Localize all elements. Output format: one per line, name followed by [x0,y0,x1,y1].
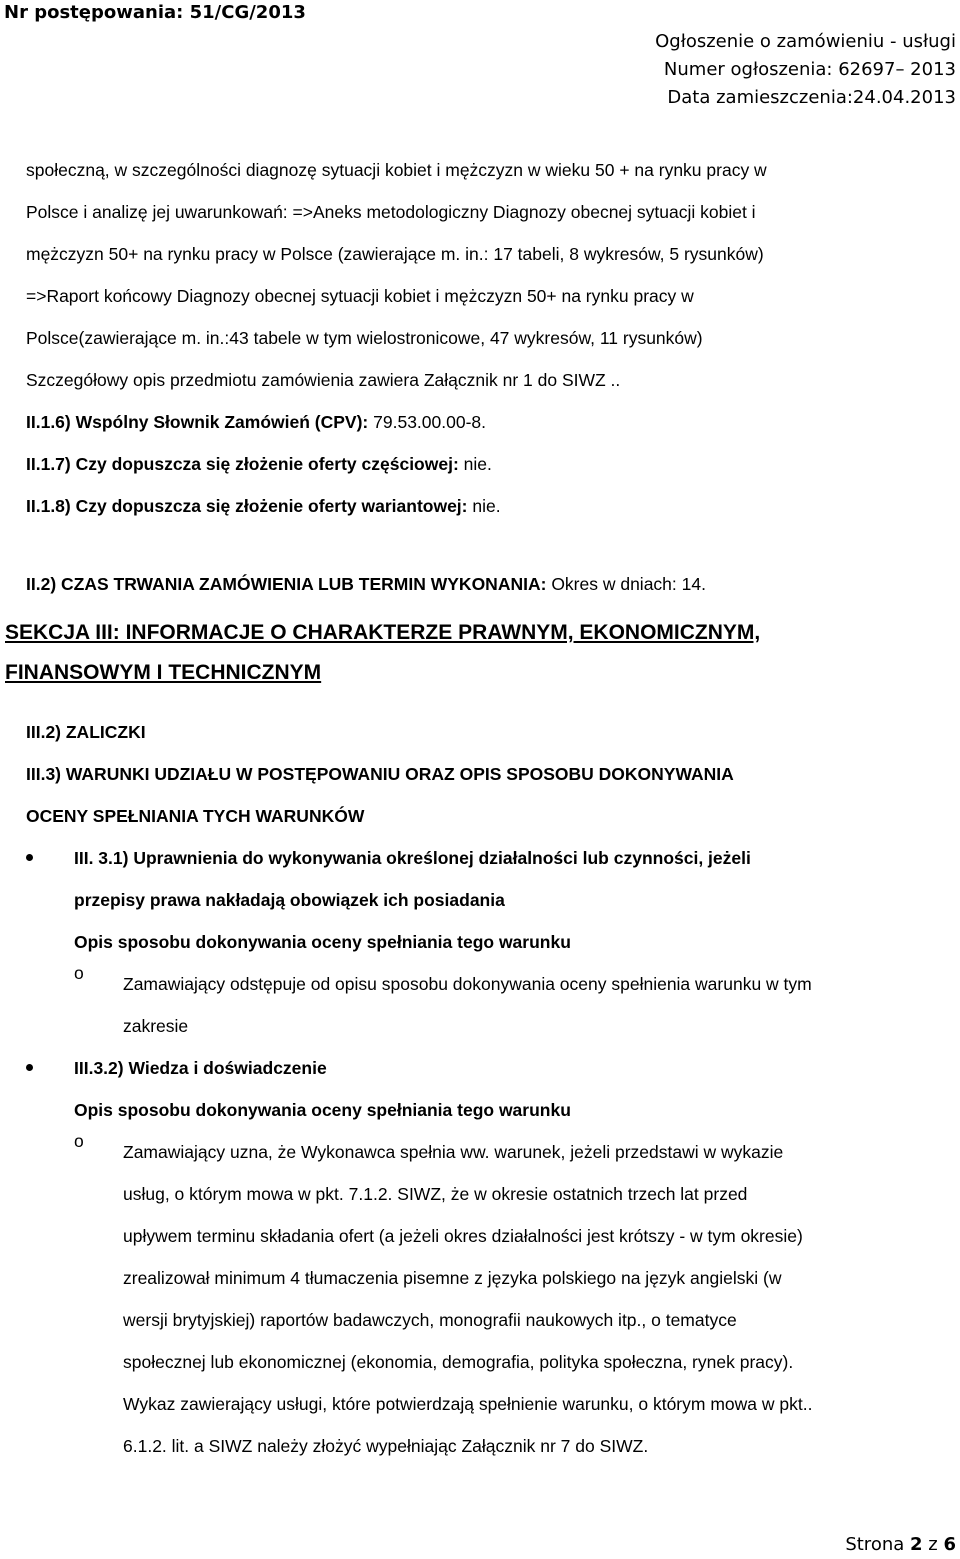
bullet-item [26,1047,956,1089]
text-line: Zamawiający uzna, że Wykonawca spełnia ww. warunek, jeżeli przedstawi w wykazie [123,1142,784,1162]
variant-offer-label: II.1.8) Czy dopuszcza się złożenie oferty wariantowej: [26,496,468,516]
text-line: Wykaz zawierający usługi, które potwierdzają spełnienie warunku, o którym mowa w pkt.. [123,1394,813,1414]
section-3-title-line: SEKCJA III: INFORMACJE O CHARAKTERZE PRAWNYM, EKONOMICZNYM, [5,621,761,644]
duration-value: Okres w dniach: 14. [551,574,706,594]
cpv-code-row [26,401,956,443]
text-line: Polsce i analizę jej uwarunkowań: =>Aneks metodologiczny Diagnozy obecnej sytuacji kobiet i [26,202,756,222]
variant-offer-value: nie. [472,496,501,516]
advances-heading: III.2) ZALICZKI [26,722,146,742]
page-total: 6 [943,1534,956,1555]
variant-offer-row [26,485,956,527]
sub-bullet-marker: o [74,963,84,983]
text-line: usług, o którym mowa w pkt. 7.1.2. SIWZ, że w okresie ostatnich trzech lat przed [123,1184,748,1204]
text-line: wersji brytyjskiej) raportów badawczych, monografii naukowych itp., o tematyce [123,1310,737,1330]
partial-offer-value: nie. [463,454,492,474]
text-line: mężczyzn 50+ na rynku pracy w Polsce (zawierające m. in.: 17 tabeli, 8 wykresów, 5 rysunków) [26,244,764,264]
cpv-value: 79.53.00.00-8. [373,412,487,432]
text-line: upływem terminu składania ofert (a jeżeli okres działalności jest krótszy - w tym okresie) [123,1226,803,1246]
evaluation-label: Opis sposobu dokonywania oceny spełniania tego warunku [74,1100,571,1120]
conditions-heading-line: OCENY SPEŁNIANIA TYCH WARUNKÓW [26,806,365,826]
publication-date: Data zamieszczenia:24.04.2013 [667,87,956,108]
text-line: Polsce(zawierające m. in.:43 tabele w tym wielostronicowe, 47 wykresów, 11 rysunków) [26,328,703,348]
page-number [845,1534,956,1555]
experience-title: III.3.2) Wiedza i doświadczenie [74,1058,327,1078]
partial-offer-row [26,443,956,485]
sub-list-item [26,1131,956,1467]
subject-description [26,149,956,401]
sub-list-item [26,963,956,1047]
bullet-item [26,837,956,879]
conditions-heading-line: III.3) WARUNKI UDZIAŁU W POSTĘPOWANIU ORAZ OPIS SPOSOBU DOKONYWANIA [26,764,734,784]
notice-number: Numer ogłoszenia: 62697– 2013 [663,59,956,80]
duration-label: II.2) CZAS TRWANIA ZAMÓWIENIA LUB TERMIN WYKONANIA: [26,574,547,594]
text-line: 6.1.2. lit. a SIWZ należy złożyć wypełniając Załącznik nr 7 do SIWZ. [123,1436,649,1456]
text-line: społeczną, w szczególności diagnozę sytuacji kobiet i mężczyzn w wieku 50 + na rynku pracy w [26,160,767,180]
page-current: 2 [910,1534,923,1555]
page-separator: z [928,1534,938,1555]
text-line: =>Raport końcowy Diagnozy obecnej sytuacji kobiet i mężczyzn 50+ na rynku pracy w [26,286,694,306]
notice-info [655,28,956,112]
duration-row [26,563,956,605]
text-line: zakresie [123,1016,189,1036]
document-body [5,149,956,1467]
section-3-heading [5,613,956,693]
page-word: Strona [845,1534,905,1555]
evaluation-label: Opis sposobu dokonywania oceny spełniania tego warunku [74,932,571,952]
text-line: zrealizował minimum 4 tłumaczenia pisemne z języka polskiego na język angielski (w [123,1268,782,1288]
cpv-label: II.1.6) Wspólny Słownik Zamówień (CPV): [26,412,369,432]
section-3-title-line: FINANSOWYM I TECHNICZNYM [5,661,322,684]
text-line: Szczegółowy opis przedmiotu zamówienia zawiera Załącznik nr 1 do SIWZ .. [26,370,621,390]
partial-offer-label: II.1.7) Czy dopuszcza się złożenie oferty częściowej: [26,454,459,474]
case-number: Nr postępowania: 51/CG/2013 [4,2,306,23]
notice-type: Ogłoszenie o zamówieniu - usługi [655,31,956,52]
text-line: Zamawiający odstępuje od opisu sposobu dokonywania oceny spełnienia warunku w tym [123,974,812,994]
conditions-heading [26,753,956,837]
text-line: społecznej lub ekonomicznej (ekonomia, demografia, polityka społeczna, rynek pracy). [123,1352,794,1372]
sub-bullet-marker: o [74,1131,84,1151]
licenses-title-line: przepisy prawa nakładają obowiązek ich posiadania [74,890,505,910]
licenses-title-line: III. 3.1) Uprawnienia do wykonywania określonej działalności lub czynności, jeżeli [74,848,751,868]
